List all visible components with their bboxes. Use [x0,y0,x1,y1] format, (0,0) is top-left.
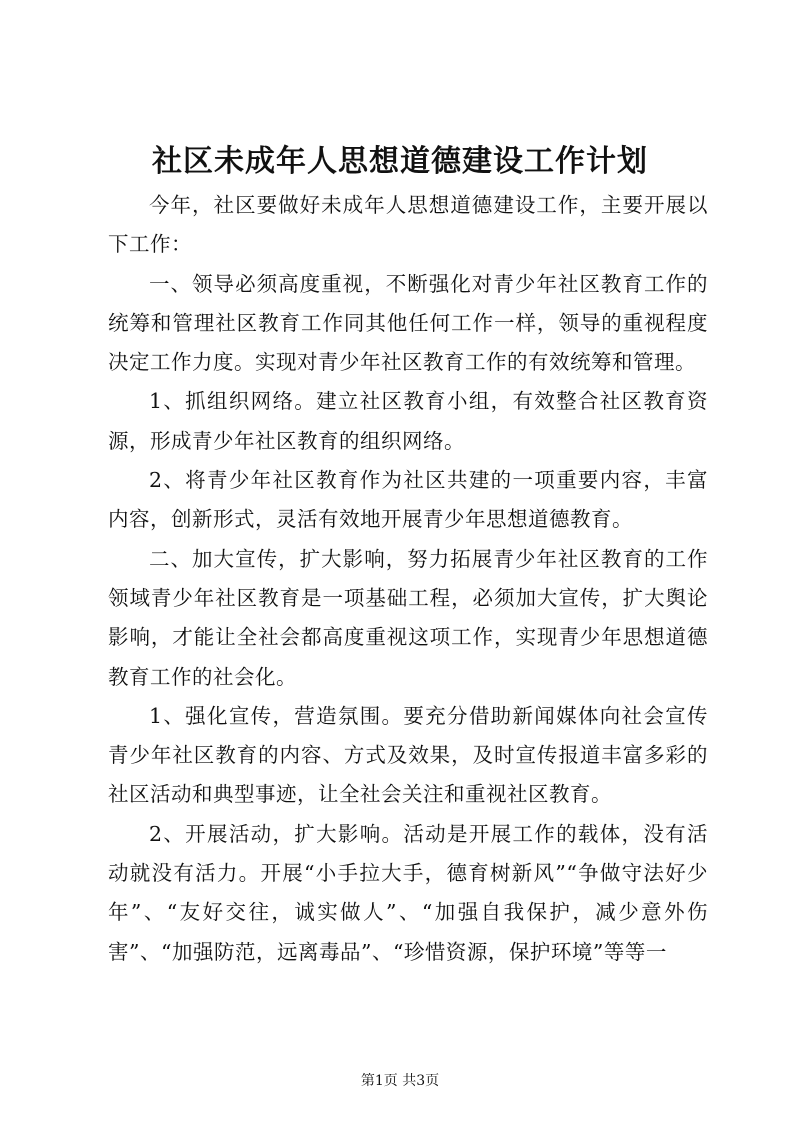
paragraph-section-2-item-2: 2、开展活动，扩大影响。活动是开展工作的载体，没有活动就没有活力。开展“小手拉大手，德育树新风”“争做守法好少年”、“友好交往，诚实做人”、“加强自我保护，减少意外伤害”、“加强防范，远离毒品”、“珍惜资源，保护环境”等等一 [108,821,708,964]
page-number-footer: 第1页 共3页 [360,1073,440,1089]
paragraph-section-1-item-1: 1、抓组织网络。建立社区教育小组，有效整合社区教育资源，形成青少年社区教育的组织网络。 [108,389,708,453]
paragraph-intro: 今年，社区要做好未成年人思想道德建设工作，主要开展以下工作： [108,193,708,257]
document-body [108,186,708,972]
paragraph-section-1-item-2: 2、将青少年社区教育作为社区共建的一项重要内容，丰富内容，创新形式，灵活有效地开展青少年思想道德教育。 [108,468,708,532]
paragraph-section-2-item-1: 1、强化宣传，营造氛围。要充分借助新闻媒体向社会宣传青少年社区教育的内容、方式及效果，及时宣传报道丰富多彩的社区活动和典型事迹，让全社会关注和重视社区教育。 [108,703,708,807]
paragraph-section-2: 二、加大宣传，扩大影响，努力拓展青少年社区教育的工作领域青少年社区教育是一项基础工程，必须加大宣传，扩大舆论影响，才能让全社会都高度重视这项工作，实现青少年思想道德教育工作的社会化。 [108,546,708,689]
paragraph-section-1: 一、领导必须高度重视，不断强化对青少年社区教育工作的统筹和管理社区教育工作同其他任何工作一样，领导的重视程度决定工作力度。实现对青少年社区教育工作的有效统筹和管理。 [108,271,708,375]
document-title: 社区未成年人思想道德建设工作计划 [152,144,648,179]
